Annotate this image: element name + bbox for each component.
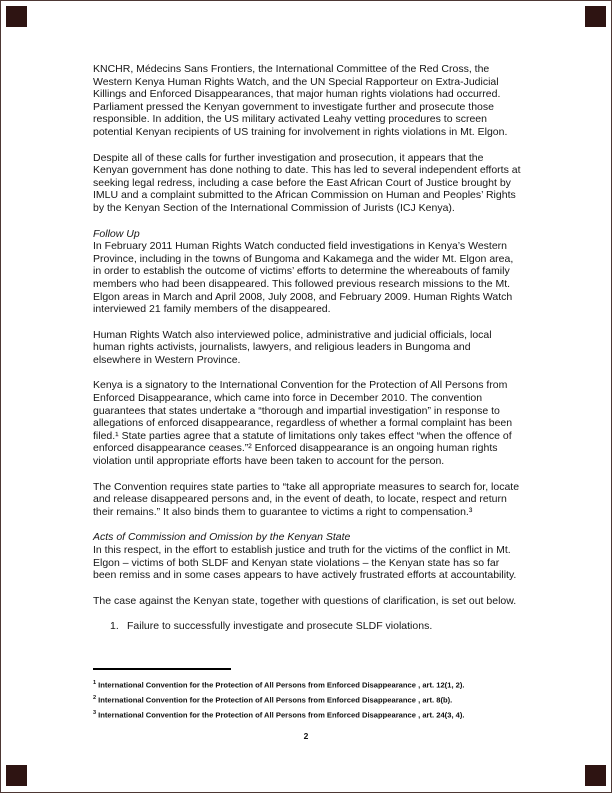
corner-registration-mark-bottom-left [6, 765, 27, 786]
footnote-3 [93, 709, 521, 720]
numbered-list-item-1 [93, 620, 521, 633]
corner-registration-mark-top-right [585, 6, 606, 27]
footnote-2 [93, 694, 521, 705]
footnote-section [93, 668, 521, 724]
body-text-column [93, 63, 521, 646]
footnote-1-marker: 1 [93, 680, 97, 686]
corner-registration-mark-top-left [6, 6, 27, 27]
footnote-2-text: International Convention for the Protection of All Persons from Enforced Disappearance , art. 8(b). [98, 695, 453, 705]
list-item-text: Failure to successfully investigate and prosecute SLDF violations. [127, 620, 433, 633]
section-heading-follow-up: Follow Up [93, 227, 140, 240]
paragraph-convention-requirements: The Convention requires state parties to “take all appropriate measures to search for, locate and release disappeared persons and, in the event of death, to locate, respect and return their remains.” It also binds them to guarantee to victims a right to compensation.³ [93, 480, 520, 518]
section-heading-acts: Acts of Commission and Omission by the Kenyan State [93, 531, 351, 544]
page-number: 2 [303, 731, 309, 741]
paragraph-kenyan-state-remiss: In this respect, in the effort to establish justice and truth for the victims of the conflict in Mt. Elgon – victims of both SLDF and Kenyan state violations – the Kenyan state has so far been remiss and in some cases appears to have actively frustrated efforts at accountability. [93, 544, 517, 582]
footnote-1 [93, 679, 521, 690]
footnote-3-text: International Convention for the Protection of All Persons from Enforced Disappearance , art. 24(3, 4). [98, 710, 465, 720]
paragraph-knchr-calls: KNCHR, Médecins Sans Frontiers, the International Committee of the Red Cross, the Western Kenya Human Rights Watch, and the UN Special Rapporteur on Extra-Judicial Killings and Enforced Disappearances, that major human rights violations had occurred. Parliament pressed the Kenyan government to investigate further and prosecute those responsible. In addition, the US military activated Leahy vetting procedures to screen potential Kenyan recipients of US training for involvement in rights violations in Mt. Elgon. [93, 63, 508, 138]
footnote-2-marker: 2 [93, 694, 97, 701]
paragraph-case-set-out: The case against the Kenyan state, together with questions of clarification, is set out below. [93, 594, 517, 607]
list-item-number: 1. [110, 620, 119, 633]
footnote-separator-rule [93, 668, 231, 670]
corner-registration-mark-bottom-right [585, 765, 606, 786]
paragraph-field-investigations: In February 2011 Human Rights Watch conducted field investigations in Kenya’s Western Province, including in the towns of Bungoma and Kakamega and the wider Mt. Elgon area, in order to establish the outcome of victims’ efforts to determine the whereabouts of family members who had been disappeared. This followed previous research missions to the Mt. Elgon areas in March and April 2008, July 2008, and February 2009. Human Rights Watch interviewed 21 family members of the disappeared. [93, 240, 514, 316]
paragraph-convention-signatory: Kenya is a signatory to the International Convention for the Protection of All Persons from Enforced Disappearance, which came into force in December 2010. The convention guarantees that states undertake a “thorough and impartial investigation” in response to allegations of enforced disappearance, regardless of whether a formal complaint has been filed.¹ State parties agree that a statute of limitations only takes effect “when the offence of enforced disappearance ceases.”² Enforced disappearance is an ongoing human rights violation until appropriate efforts have been taken to account for the person. [93, 379, 513, 468]
paragraph-despite-calls: Despite all of these calls for further investigation and prosecution, it appears that the Kenyan government has done nothing to date. This has led to several independent efforts at seeking legal redress, including a case before the East African Court of Justice brought by IMLU and a complaint submitted to the African Commission on Human and Peoples’ Rights by the Kenyan Section of the International Commission of Jurists (ICJ Kenya). [93, 151, 521, 214]
paragraph-interviews: Human Rights Watch also interviewed police, administrative and judicial officials, local human rights activists, journalists, lawyers, and religious leaders in Bungoma and elsewhere in Western Province. [93, 328, 492, 366]
footnote-1-text: International Convention for the Protection of All Persons from Enforced Disappearance , art. 12(1, 2). [98, 680, 465, 690]
footnote-3-marker: 3 [93, 709, 97, 716]
